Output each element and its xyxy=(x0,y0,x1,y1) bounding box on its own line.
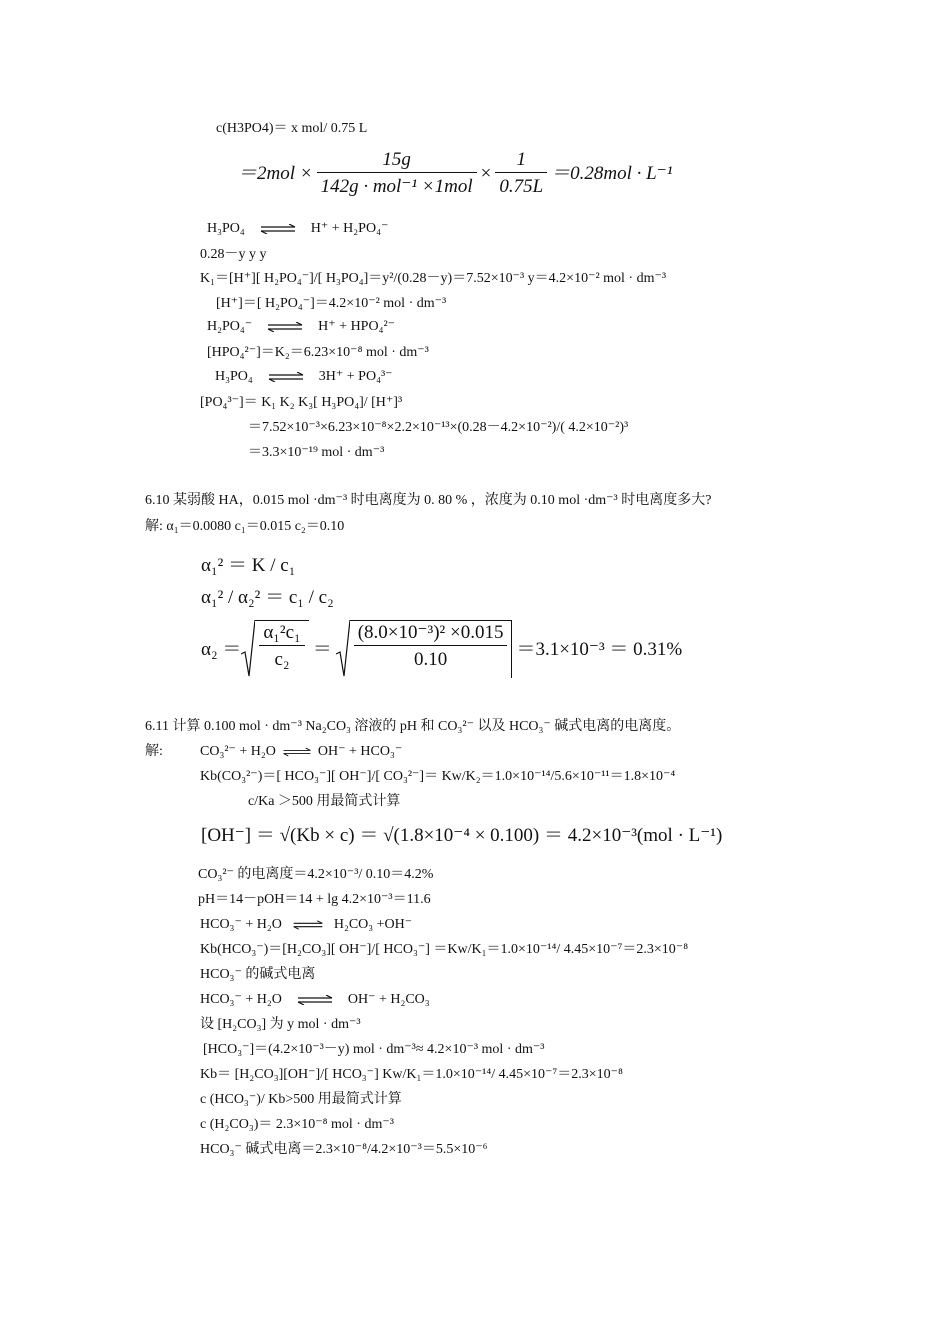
reactant: CO₃²⁻ + H₂O xyxy=(200,744,276,759)
po4-expression: [PO₄³⁻]＝ K₁ K₂ K₃[ H₃PO₄]/ [H⁺]³ xyxy=(200,395,403,410)
radical-2-numerator: (8.0×10⁻³)² ×0.015 xyxy=(354,623,508,646)
products: H₂CO₃ +OH⁻ xyxy=(333,917,413,932)
alpha2-lead: α₂ ＝ xyxy=(201,638,242,660)
hydrogen-concentration: [H⁺]＝[ H₂PO₄⁻]＝4.2×10⁻² mol · dm⁻³ xyxy=(216,296,447,311)
kb-expression: Kb＝ [H₂CO₃][OH⁻]/[ HCO₃⁻] Kw/K₁＝1.0×10⁻¹⁴/ 4.45×10⁻⁷＝2.3×10⁻⁸ xyxy=(200,1067,623,1082)
reactant: HCO₃⁻ + H₂O xyxy=(200,992,282,1007)
reaction-bicarbonate-hydrolysis xyxy=(200,918,412,932)
c-over-ka-note: c/Ka ＞500 用最简式计算 xyxy=(248,794,401,809)
solution-label: 解: xyxy=(145,744,163,759)
radical-2 xyxy=(336,620,513,678)
carbonate-ionization-degree: CO₃²⁻ 的电离度＝4.2×10⁻³/ 0.10＝4.2% xyxy=(198,867,434,882)
reaction-first-dissociation xyxy=(207,222,388,236)
reaction-carbonate-hydrolysis xyxy=(200,745,402,759)
fraction-volume xyxy=(495,150,547,196)
fraction-mass-over-molar xyxy=(317,150,477,196)
equilibrium-concentrations: 0.28－y y y xyxy=(200,247,267,262)
reactant: H₃PO₄ xyxy=(215,369,253,384)
radical-2-fraction xyxy=(350,620,513,678)
k1-expression: K₁＝[H⁺][ H₂PO₄⁻]/[ H₃PO₄]＝y²/(0.28－y)＝7.52×10⁻³ y＝4.2×10⁻² mol · dm⁻³ xyxy=(200,271,667,286)
kb-bicarbonate: Kb(HCO₃⁻)＝[H₂CO₃][ OH⁻]/[ HCO₃⁻] ＝Kw/K₁＝1.0×10⁻¹⁴/ 4.45×10⁻⁷＝2.3×10⁻⁸ xyxy=(200,942,689,957)
bicarbonate-concentration: [HCO₃⁻]＝(4.2×10⁻³－y) mol · dm⁻³≈ 4.2×10⁻³ mol · dm⁻³ xyxy=(203,1042,545,1057)
problem-6-10-title: 6.10 某弱酸 HA，0.015 mol ·dm⁻³ 时电离度为 0. 80 % ，浓度为 0.10 mol ·dm⁻³ 时电离度多大? xyxy=(145,493,712,508)
basic-ionization-result: HCO₃⁻ 碱式电离＝2.3×10⁻⁸/4.2×10⁻³＝5.5×10⁻⁶ xyxy=(200,1142,488,1157)
reactant: HCO₃⁻ + H₂O xyxy=(200,917,282,932)
h3po4-concentration-line: c(H3PO4)＝ x mol/ 0.75 L xyxy=(216,121,368,136)
problem-6-10-given: 解: α₁＝0.0080 c₁＝0.015 c₂＝0.10 xyxy=(145,519,345,534)
carbonic-acid-concentration: c (H₂CO₃)＝ 2.3×10⁻⁸ mol · dm⁻³ xyxy=(200,1117,394,1132)
equilibrium-arrow-icon xyxy=(267,372,305,382)
assumption-line: 设 [H₂CO₃] 为 y mol · dm⁻³ xyxy=(200,1017,361,1032)
products: OH⁻ + HCO₃⁻ xyxy=(317,744,403,759)
bicarbonate-basic-ionization-label: HCO₃⁻ 的碱式电离 xyxy=(200,967,316,982)
ratio-eq: α₁² / α₂² ＝ c₁ / c₂ xyxy=(201,587,334,608)
radical-1-fraction xyxy=(255,620,308,678)
alpha2-result: ＝3.1×10⁻³ ＝ 0.31% xyxy=(516,638,683,660)
sqrt-sign-icon xyxy=(241,620,255,678)
ph-calculation: pH＝14－pOH＝14 + lg 4.2×10⁻³＝11.6 xyxy=(198,892,431,907)
po4-calculation: ＝7.52×10⁻³×6.23×10⁻⁸×2.2×10⁻¹³×(0.28－4.2×10⁻²)/( 4.2×10⁻²)³ xyxy=(248,420,629,435)
kb-carbonate: Kb(CO₃²⁻)＝[ HCO₃⁻][ OH⁻]/[ CO₃²⁻]＝ Kw/K₂＝1.0×10⁻¹⁴/5.6×10⁻¹¹＝1.8×10⁻⁴ xyxy=(200,769,676,784)
equilibrium-arrow-icon xyxy=(292,920,324,930)
equilibrium-arrow-icon xyxy=(296,995,334,1005)
hpo4-concentration: [HPO₄²⁻]＝K₂＝6.23×10⁻⁸ mol · dm⁻³ xyxy=(207,345,429,360)
radical-1 xyxy=(241,620,308,678)
fraction-numerator: 1 xyxy=(495,150,547,173)
reactant: H₂PO₄⁻ xyxy=(207,319,253,334)
calc-result: ＝0.28mol · L⁻¹ xyxy=(551,162,673,184)
hydroxide-calculation: [OH⁻] ＝ √(Kb × c) ＝ √(1.8×10⁻⁴ × 0.100) ＝ 4.2×10⁻³(mol · L⁻¹) xyxy=(201,825,723,846)
po4-result: ＝3.3×10⁻¹⁹ mol · dm⁻³ xyxy=(248,445,385,460)
reactant: H₃PO₄ xyxy=(207,221,245,236)
products: OH⁻ + H₂CO₃ xyxy=(347,992,430,1007)
problem-6-11-title: 6.11 计算 0.100 mol · dm⁻³ Na₂CO₃ 溶液的 pH 和 CO₃²⁻ 以及 HCO₃⁻ 碱式电离的电离度。 xyxy=(145,719,681,734)
fraction-denominator: 142g · mol⁻¹ ×1mol xyxy=(320,176,473,197)
calc-lead: ＝2mol × xyxy=(238,162,313,184)
reaction-second-dissociation xyxy=(207,320,395,334)
equilibrium-arrow-icon xyxy=(259,224,297,234)
reaction-bicarbonate-basic xyxy=(200,993,430,1007)
equilibrium-arrow-icon xyxy=(266,322,304,332)
concentration-calculation xyxy=(238,150,672,196)
alpha2-calculation xyxy=(201,620,682,678)
c-over-kb-note: c (HCO₃⁻)/ Kb>500 用最简式计算 xyxy=(200,1092,402,1107)
radical-1-numerator: α₁²c₁ xyxy=(259,623,304,646)
ostwald-dilution-eq: α₁² ＝ K / c₁ xyxy=(201,555,296,576)
products: H⁺ + H₂PO₄⁻ xyxy=(310,221,389,236)
times-sign: × xyxy=(480,162,492,184)
products: H⁺ + HPO₄²⁻ xyxy=(318,319,396,334)
equals-sign: ＝ xyxy=(312,638,332,660)
products: 3H⁺ + PO₄³⁻ xyxy=(318,369,393,384)
radical-1-denominator: c₂ xyxy=(274,649,290,670)
fraction-denominator: 0.75L xyxy=(499,176,544,197)
fraction-numerator: 15g xyxy=(317,150,477,173)
radical-2-denominator: 0.10 xyxy=(413,649,448,670)
reaction-overall-dissociation xyxy=(215,370,393,384)
equilibrium-arrow-icon xyxy=(282,747,312,757)
sqrt-sign-icon xyxy=(336,620,350,678)
